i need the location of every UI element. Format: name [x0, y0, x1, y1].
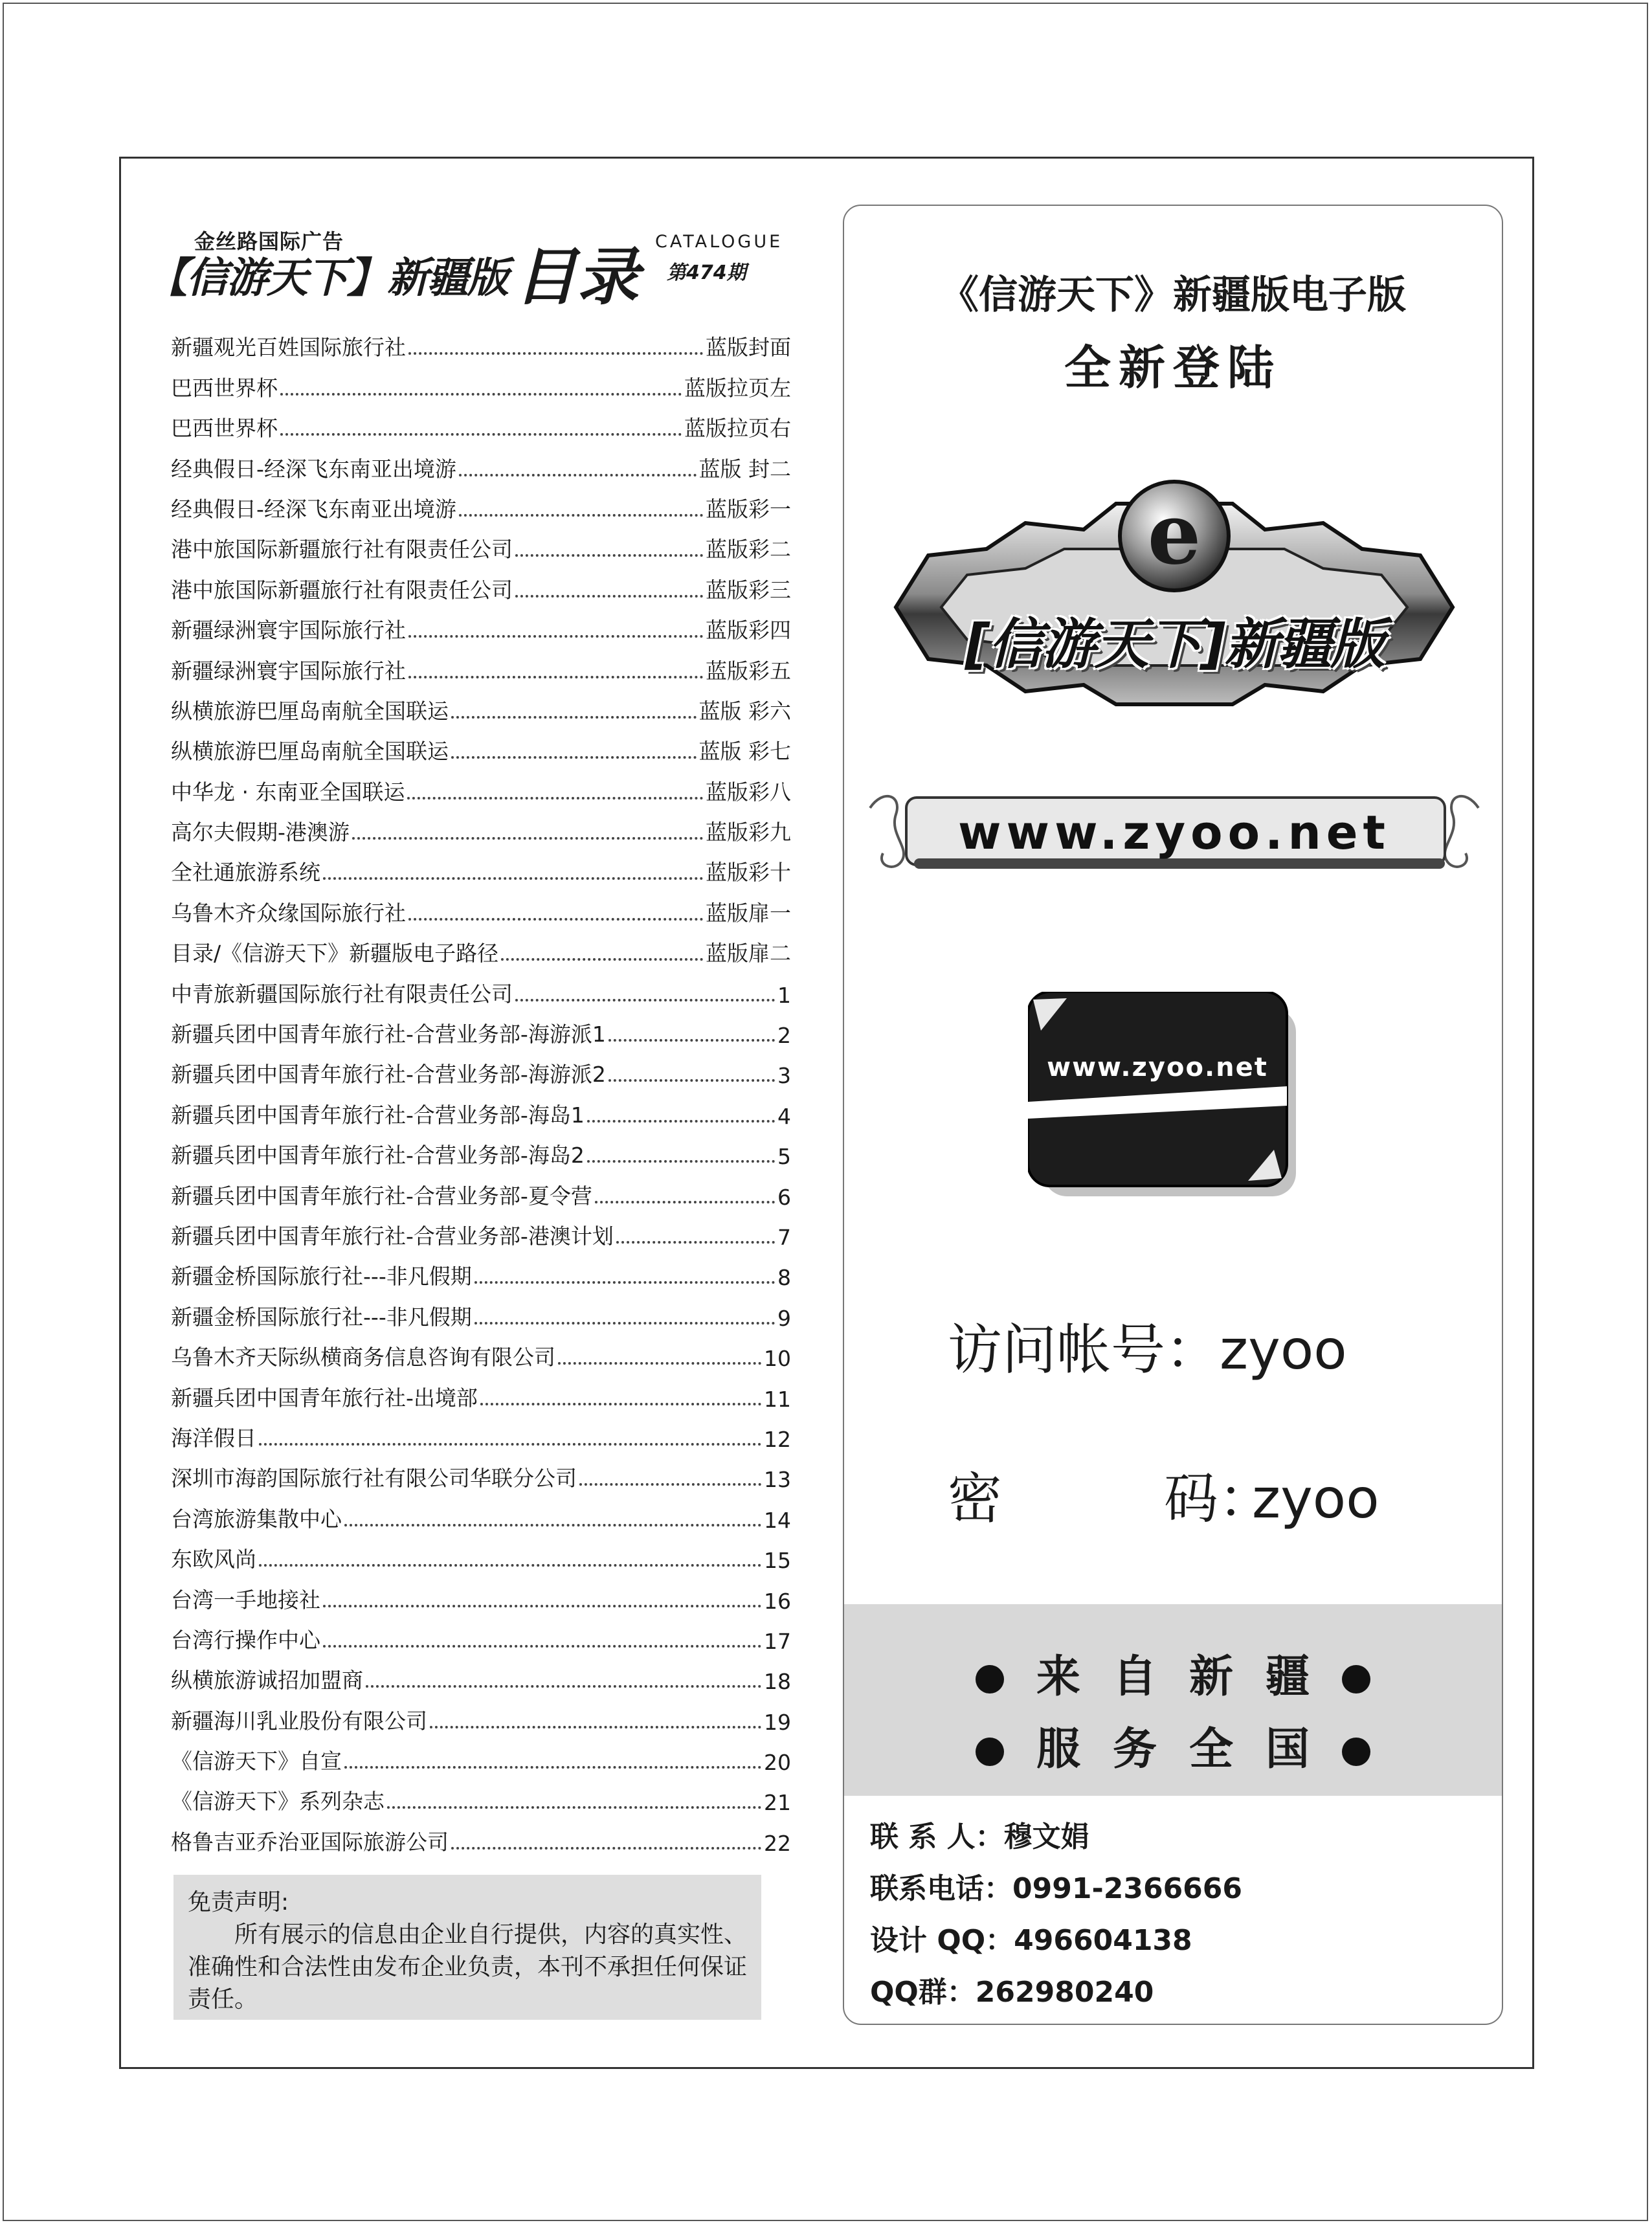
toc-row — [171, 1815, 791, 1855]
toc-page: 蓝版彩四 — [706, 618, 791, 643]
emblem-logo — [870, 478, 1479, 724]
toc-row — [171, 1048, 791, 1088]
toc-page: 蓝版彩三 — [706, 577, 791, 603]
toc-page: 1 — [777, 982, 791, 1008]
password-label-b: 码： — [1164, 1467, 1273, 1530]
toc-row — [171, 725, 791, 765]
slogan-line-1 — [844, 1642, 1502, 1705]
toc-title: 东欧风尚 — [171, 1547, 256, 1572]
toc-title: 目录/《信游天下》新疆版电子路径 — [171, 941, 499, 967]
toc-leader-dots — [407, 797, 703, 799]
publisher-label: 金丝路国际广告 — [194, 229, 344, 254]
toc-page: 10 — [764, 1346, 791, 1372]
toc-leader-dots — [408, 676, 703, 678]
card-icon — [1028, 992, 1300, 1199]
toc-leader-dots — [259, 1564, 761, 1567]
toc-page: 22 — [764, 1830, 791, 1856]
toc-leader-dots — [451, 716, 697, 719]
toc-row — [171, 1250, 791, 1290]
emblem-title: [信游天下]新疆版 — [965, 612, 1384, 676]
toc-row — [171, 644, 791, 684]
toc-page: 蓝版彩九 — [706, 820, 791, 845]
website-url[interactable]: www.zyoo.net — [958, 805, 1390, 860]
toc-leader-dots — [616, 1241, 775, 1244]
toc-row — [171, 1129, 791, 1169]
toc-leader-dots — [451, 756, 697, 759]
toc-row — [171, 1573, 791, 1613]
toc-title: 新疆兵团中国青年旅行社-合营业务部-海岛1 — [171, 1102, 585, 1128]
contact-info — [870, 1811, 1242, 2018]
toc-title: 全社通旅游系统 — [171, 860, 320, 886]
toc-page: 9 — [777, 1305, 791, 1331]
disclaimer-box — [173, 1875, 761, 2020]
toc-page: 12 — [764, 1426, 791, 1452]
toc-title: 新疆金桥国际旅行社---非凡假期 — [171, 1304, 472, 1330]
toc-title: 中华龙 · 东南亚全国联运 — [171, 779, 405, 805]
toc-row — [171, 1735, 791, 1775]
toc-page: 蓝版彩十 — [706, 860, 791, 886]
toc-page: 6 — [777, 1184, 791, 1210]
toc-row — [171, 846, 791, 886]
table-of-contents — [171, 321, 791, 1856]
bullet-icon — [976, 1665, 1004, 1694]
toc-page: 蓝版扉二 — [706, 941, 791, 967]
toc-leader-dots — [323, 1605, 761, 1607]
toc-row — [171, 685, 791, 725]
toc-leader-dots — [366, 1685, 761, 1688]
toc-title: 新疆绿洲寰宇国际旅行社 — [171, 658, 406, 684]
disclaimer-heading: 免责声明: — [188, 1889, 289, 1916]
toc-row — [171, 1331, 791, 1371]
toc-row — [171, 1654, 791, 1694]
toc-leader-dots — [387, 1806, 761, 1809]
toc-page: 17 — [764, 1628, 791, 1654]
toc-leader-dots — [595, 1201, 775, 1203]
toc-leader-dots — [459, 474, 697, 476]
toc-row — [171, 604, 791, 644]
toc-title: 新疆兵团中国青年旅行社-合营业务部-港澳计划 — [171, 1223, 614, 1249]
toc-page: 13 — [764, 1467, 791, 1493]
toc-page: 19 — [764, 1709, 791, 1735]
toc-title: 新疆兵团中国青年旅行社-合营业务部-海岛2 — [171, 1143, 585, 1168]
toc-row — [171, 483, 791, 523]
toc-page: 21 — [764, 1790, 791, 1816]
toc-page: 20 — [764, 1750, 791, 1776]
toc-page: 蓝版 彩六 — [698, 698, 791, 724]
toc-title: 港中旅国际新疆旅行社有限责任公司 — [171, 577, 513, 603]
catalogue-mulu: 目录 — [515, 241, 639, 313]
catalogue-word: CATALOGUE — [655, 232, 783, 252]
toc-leader-dots — [474, 1281, 775, 1284]
account-label: 访问帐号： — [948, 1318, 1220, 1381]
toc-leader-dots — [344, 1766, 761, 1769]
toc-title: 新疆海川乳业股份有限公司 — [171, 1708, 427, 1734]
toc-row — [171, 1694, 791, 1734]
bullet-icon — [976, 1738, 1004, 1766]
toc-title: 新疆金桥国际旅行社---非凡假期 — [171, 1264, 472, 1290]
toc-leader-dots — [344, 1524, 761, 1526]
toc-page: 蓝版封面 — [706, 335, 791, 361]
toc-page: 蓝版彩二 — [706, 537, 791, 563]
toc-page: 蓝版 封二 — [698, 456, 791, 482]
toc-title: 纵横旅游诚招加盟商 — [171, 1668, 363, 1694]
toc-page: 4 — [777, 1103, 791, 1129]
toc-leader-dots — [323, 877, 703, 880]
toc-title: 纵横旅游巴厘岛南航全国联运 — [171, 698, 449, 724]
toc-row — [171, 523, 791, 563]
toc-title: 经典假日-经深飞东南亚出境游 — [171, 456, 456, 482]
toc-leader-dots — [408, 918, 703, 921]
toc-title: 《信游天下》自宣 — [171, 1749, 342, 1774]
toc-leader-dots — [608, 1039, 775, 1042]
toc-row — [171, 361, 791, 401]
toc-title: 新疆绿洲寰宇国际旅行社 — [171, 618, 406, 643]
toc-title: 高尔夫假期-港澳游 — [171, 820, 350, 845]
toc-row — [171, 1008, 791, 1048]
toc-title: 经典假日-经深飞东南亚出境游 — [171, 496, 456, 522]
toc-title: 纵横旅游巴厘岛南航全国联运 — [171, 739, 449, 765]
toc-row — [171, 1614, 791, 1654]
toc-row — [171, 563, 791, 603]
toc-title: 新疆兵团中国青年旅行社-出境部 — [171, 1385, 478, 1411]
toc-title: 新疆兵团中国青年旅行社-合营业务部-海游派2 — [171, 1062, 606, 1088]
toc-row — [171, 402, 791, 442]
toc-row — [171, 1088, 791, 1128]
toc-leader-dots — [587, 1160, 775, 1163]
toc-leader-dots — [558, 1362, 761, 1365]
toc-page: 5 — [777, 1144, 791, 1170]
toc-row — [171, 1775, 791, 1815]
toc-page: 蓝版拉页右 — [684, 416, 791, 442]
account-row — [948, 1306, 1347, 1385]
contact-qq-group: QQ群：262980240 — [870, 1976, 1154, 2009]
toc-row — [171, 1290, 791, 1330]
toc-row — [171, 1169, 791, 1209]
toc-row — [171, 442, 791, 482]
toc-title: 新疆观光百姓国际旅行社 — [171, 335, 406, 361]
toc-page: 蓝版彩一 — [706, 496, 791, 522]
toc-page: 蓝版拉页左 — [684, 375, 791, 401]
toc-row — [171, 765, 791, 805]
toc-leader-dots — [501, 958, 703, 961]
toc-page: 蓝版扉一 — [706, 900, 791, 926]
toc-leader-dots — [430, 1726, 761, 1728]
toc-leader-dots — [259, 1443, 761, 1446]
toc-row — [171, 886, 791, 926]
promo-subheadline: 全新登陆 — [1064, 341, 1282, 395]
account-value: zyoo — [1220, 1318, 1347, 1381]
toc-title: 乌鲁木齐众缘国际旅行社 — [171, 900, 406, 926]
toc-leader-dots — [352, 837, 703, 840]
toc-title: 台湾旅游集散中心 — [171, 1506, 342, 1532]
slogan-text-1: 来自新疆 — [1036, 1651, 1342, 1703]
toc-leader-dots — [451, 1847, 761, 1850]
toc-row — [171, 1492, 791, 1532]
catalogue-title: 【信游天下】新疆版 — [146, 254, 508, 302]
toc-page: 蓝版 彩七 — [698, 739, 791, 765]
password-label-a: 密 — [948, 1467, 1003, 1530]
bullet-icon — [1342, 1665, 1370, 1694]
toc-title: 深圳市海韵国际旅行社有限公司华联分公司 — [171, 1466, 577, 1492]
toc-leader-dots — [408, 352, 703, 355]
toc-row — [171, 927, 791, 967]
toc-row — [171, 1452, 791, 1492]
toc-page: 2 — [777, 1023, 791, 1049]
toc-title: 新疆兵团中国青年旅行社-合营业务部-夏令营 — [171, 1183, 592, 1209]
toc-page: 7 — [777, 1224, 791, 1250]
url-card — [1028, 992, 1300, 1199]
promo-panel — [843, 205, 1503, 2025]
toc-page: 18 — [764, 1669, 791, 1695]
contact-person: 联 系 人：穆文娟 — [870, 1820, 1089, 1853]
toc-page: 14 — [764, 1507, 791, 1533]
toc-page: 3 — [777, 1063, 791, 1089]
toc-row — [171, 1371, 791, 1411]
toc-title: 台湾行操作中心 — [171, 1627, 320, 1653]
toc-row — [171, 321, 791, 361]
toc-title: 格鲁吉亚乔治亚国际旅游公司 — [171, 1829, 449, 1855]
toc-title: 《信游天下》系列杂志 — [171, 1789, 385, 1815]
toc-leader-dots — [515, 554, 703, 557]
toc-leader-dots — [480, 1403, 761, 1405]
toc-leader-dots — [587, 1120, 775, 1123]
toc-title: 港中旅国际新疆旅行社有限责任公司 — [171, 537, 513, 563]
toc-page: 15 — [764, 1548, 791, 1574]
url-banner — [864, 782, 1485, 879]
toc-title: 巴西世界杯 — [171, 375, 278, 401]
toc-row — [171, 967, 791, 1007]
toc-leader-dots — [608, 1079, 775, 1082]
password-row — [948, 1455, 1379, 1534]
toc-leader-dots — [515, 999, 775, 1001]
slogan-text-2: 服务全国 — [1036, 1724, 1342, 1775]
toc-title: 中青旅新疆国际旅行社有限责任公司 — [171, 981, 513, 1007]
slogan-line-2 — [844, 1714, 1502, 1777]
toc-row — [171, 1533, 791, 1573]
toc-title: 新疆兵团中国青年旅行社-合营业务部-海游派1 — [171, 1022, 606, 1047]
toc-page: 16 — [764, 1588, 791, 1614]
toc-leader-dots — [459, 514, 703, 517]
promo-headline: 《信游天下》新疆版电子版 — [940, 273, 1406, 318]
bullet-icon — [1342, 1738, 1370, 1766]
svg-text:e: e — [1147, 484, 1201, 583]
slogan-band — [844, 1604, 1502, 1796]
toc-leader-dots — [408, 635, 703, 638]
toc-page: 11 — [764, 1386, 791, 1412]
contact-design-qq: 设计 QQ：496604138 — [870, 1924, 1192, 1957]
toc-title: 海洋假日 — [171, 1425, 256, 1451]
card-url: www.zyoo.net — [1047, 1053, 1268, 1082]
disclaimer-body: 所有展示的信息由企业自行提供，内容的真实性、准确性和合法性由发布企业负责，本刊不承担任何保证责任。 — [188, 1921, 748, 2013]
toc-leader-dots — [515, 595, 703, 598]
toc-row — [171, 806, 791, 846]
toc-row — [171, 1210, 791, 1250]
contact-phone: 联系电话：0991-2366666 — [870, 1872, 1243, 1905]
toc-page: 蓝版彩八 — [706, 779, 791, 805]
toc-row — [171, 1412, 791, 1452]
toc-page: 8 — [777, 1265, 791, 1291]
toc-leader-dots — [280, 393, 682, 396]
toc-leader-dots — [280, 433, 682, 436]
toc-page: 蓝版彩五 — [706, 658, 791, 684]
toc-leader-dots — [579, 1483, 761, 1486]
toc-title: 台湾一手地接社 — [171, 1587, 320, 1613]
toc-leader-dots — [474, 1322, 775, 1325]
toc-title: 巴西世界杯 — [171, 416, 278, 442]
password-value: zyoo — [1252, 1467, 1379, 1530]
issue-number: 第474期 — [667, 262, 746, 284]
toc-title: 乌鲁木齐天际纵横商务信息咨询有限公司 — [171, 1345, 555, 1370]
toc-leader-dots — [323, 1645, 761, 1648]
